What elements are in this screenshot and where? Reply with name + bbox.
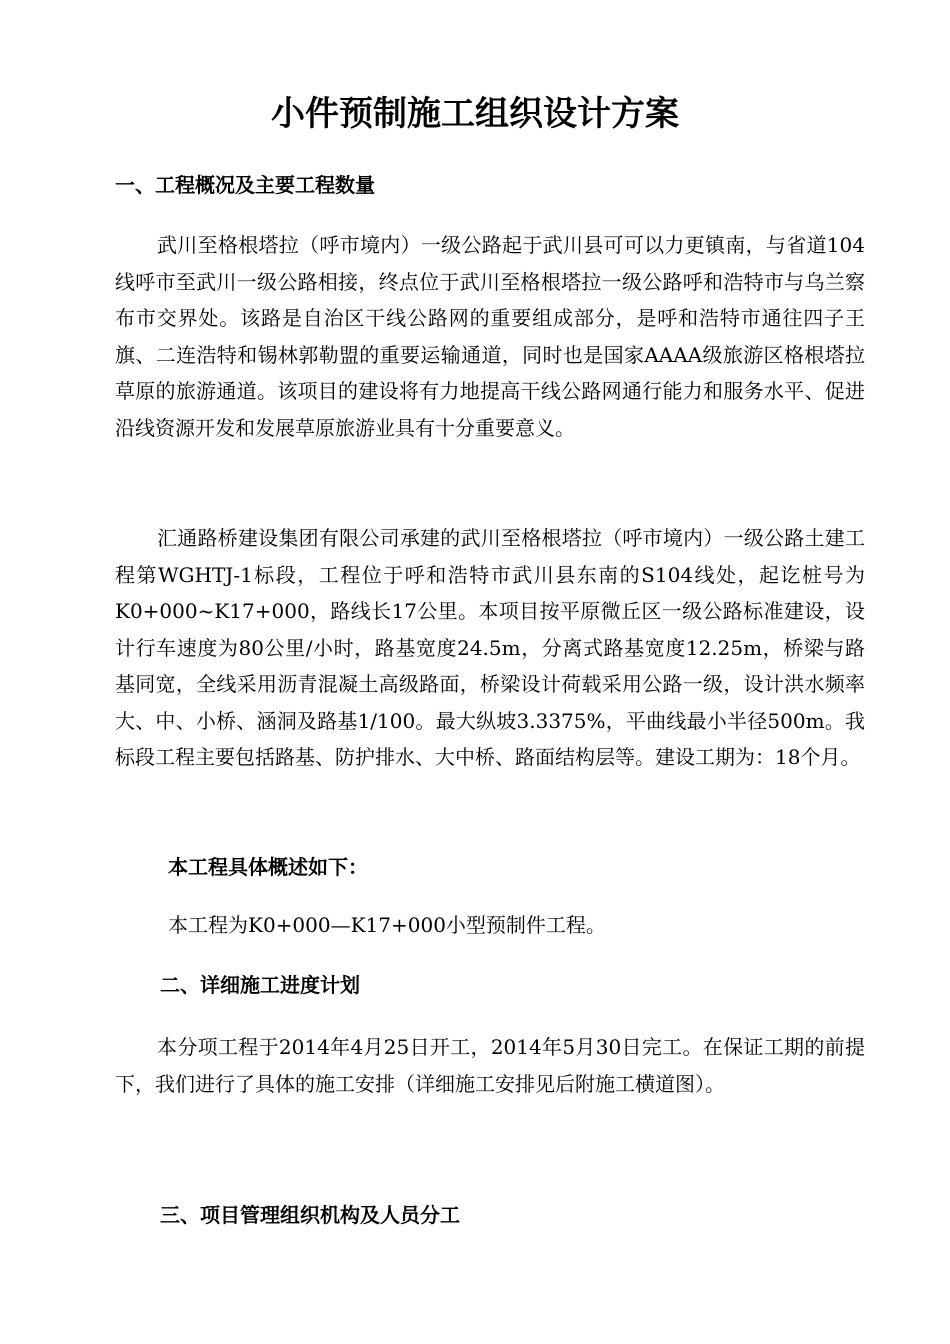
section-1-paragraph-1: 武川至格根塔拉（呼市境内）一级公路起于武川县可可以力更镇南，与省道104线呼市至武川一级公路相接，终点位于武川至格根塔拉一级公路呼和浩特市与乌兰察布市交界处。该路是自治区干线公路网的重要组成部分，是呼和浩特市通往四子王旗、二连浩特和锡林郭勒盟的重要运输通道，同时也是国家AAAA级旅游区格根塔拉草原的旅游通道。该项目的建设将有力地提高干线公路网通行能力和服务水平、促进沿线资源开发和发展草原旅游业具有十分重要意义。: [115, 233, 865, 440]
section-3-heading: 三、项目管理组织机构及人员分工: [160, 1203, 460, 1227]
section-1-heading: 一、工程概况及主要工程数量: [115, 173, 375, 197]
section-1-paragraph-2: 汇通路桥建设集团有限公司承建的武川至格根塔拉（呼市境内）一级公路土建工程第WGHTJ-1标段，工程位于呼和浩特市武川县东南的S104线处，起讫桩号为K0+000~K17+000，路线长17公里。本项目按平原微丘区一级公路标准建设，设计行车速度为80公里/小时，路基宽度24.5m，分离式路基宽度12.25m，桥梁与路基同宽，全线采用沥青混凝土高级路面，桥梁设计荷载采用公路一级，设计洪水频率大、中、小桥、涵洞及路基1/100。最大纵坡3.3375%，平曲线最小半径500m。我标段工程主要包括路基、防护排水、大中桥、路面结构层等。建设工期为：18个月。: [115, 526, 865, 769]
document-title: 小件预制施工组织设计方案: [271, 94, 679, 134]
section-2-heading: 二、详细施工进度计划: [160, 973, 360, 997]
section-2-paragraph: 本分项工程于2014年4月25日开工，2014年5月30日完工。在保证工期的前提下，我们进行了具体的施工安排（详细施工安排见后附施工横道图）。: [115, 1035, 865, 1096]
section-1-subheading: 本工程具体概述如下：: [168, 855, 368, 879]
section-1-summary-line: 本工程为K0+000—K17+000小型预制件工程。: [168, 913, 606, 937]
